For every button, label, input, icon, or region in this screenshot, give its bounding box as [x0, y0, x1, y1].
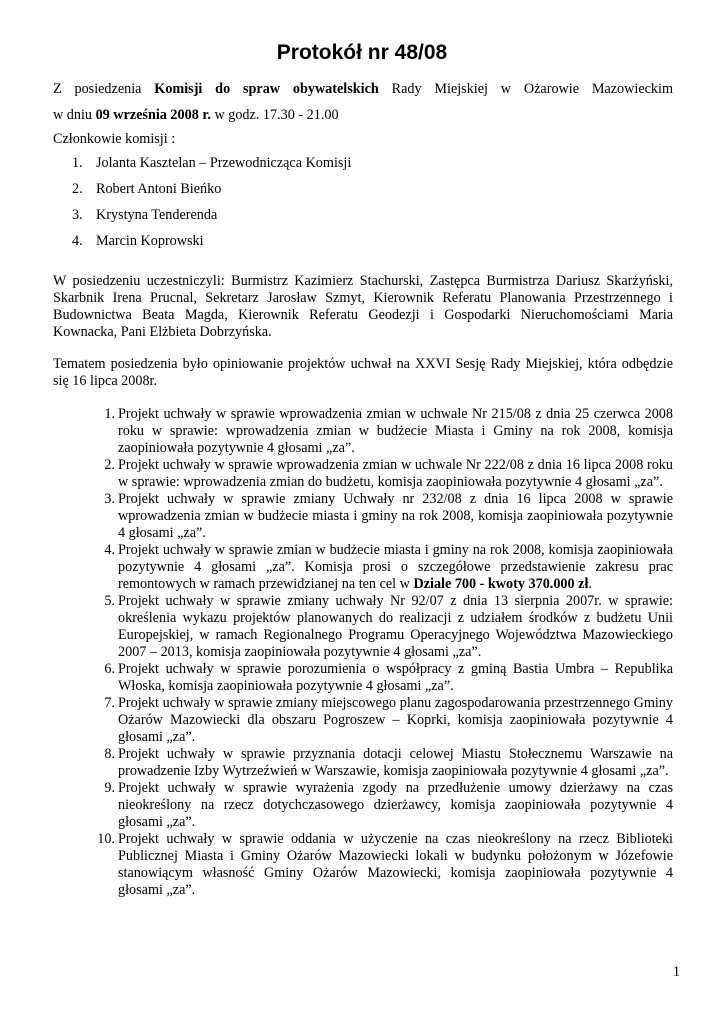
list-item — [91, 746, 673, 780]
list-number: 9. — [104, 780, 115, 796]
item-text-wrapper — [118, 542, 673, 593]
list-item — [91, 542, 673, 593]
topic-paragraph: Tematem posiedzenia było opiniowanie projektów uchwał na XXVI Sesję Rady Miejskiej, która odbędzie się 16 lipca 2008r. — [53, 356, 673, 389]
list-item — [72, 155, 572, 181]
list-number: 4. — [104, 542, 115, 558]
item-text: Projekt uchwały w sprawie przyznania dotacji celowej Miastu Stołecznemu Warszawie na prowadzenie Izby Wytrzeźwień w Warszawie, komisja zaopiniowała pozytywnie 4 głosami „za”. — [118, 746, 673, 779]
item-text: Projekt uchwały w sprawie zmiany miejscowego planu zagospodarowania przestrzennego Gminy Ożarów Mazowiecki dla obszaru Pogroszew – Koprki, komisja zaopiniowała pozytywnie 4 głosami „za”. — [118, 695, 673, 745]
list-number: 1. — [104, 406, 115, 422]
list-item — [72, 181, 572, 207]
item-text: Projekt uchwały w sprawie zmian w budżecie miasta i gminy na rok 2008, komisja zaopiniowała pozytywnie 4 głosami „za”. Komisja prosi o szczegółowe przedstawienie zakresu prac remontowych w ramach przewidzianej na ten cel w — [118, 542, 673, 592]
intro-line-2 — [53, 107, 339, 124]
item-text: Projekt uchwały w sprawie porozumienia o współpracy z gminą Bastia Umbra – Republika Włoska, komisja zaopiniowała pozytywnie 4 głosami „za”. — [118, 661, 673, 694]
list-number: 3. — [72, 207, 83, 223]
list-item — [72, 233, 572, 259]
list-item — [72, 207, 572, 233]
list-number: 4. — [72, 233, 83, 249]
member-name: Marcin Koprowski — [96, 233, 204, 249]
item-text: Projekt uchwały w sprawie zmiany Uchwały nr 232/08 z dnia 16 lipca 2008 w sprawie wprowadzenia zmian w budżecie miasta i gminy na rok 2008, komisja zaopiniowała pozytywnie 4 głosami „za”. — [118, 491, 673, 541]
member-name: Jolanta Kasztelan – Przewodnicząca Komisji — [96, 155, 352, 171]
item-text: Projekt uchwały w sprawie wprowadzenia zmian w uchwale Nr 222/08 z dnia 16 lipca 2008 roku w sprawie: wprowadzenia zmian do budżetu, komisja zaopiniowała pozytywnie 4 głosami „za”. — [118, 457, 673, 490]
member-name: Krystyna Tenderenda — [96, 207, 218, 223]
list-item — [91, 780, 673, 831]
intro-text: Rady Miejskiej w Ożarowie Mazowieckim — [378, 81, 673, 97]
list-item — [91, 457, 673, 491]
committee-name: Komisji do spraw obywatelskich — [154, 81, 379, 97]
item-bold-text: Dziale 700 - kwoty 370.000 zł — [413, 576, 589, 592]
list-item — [91, 593, 673, 661]
list-number: 5. — [104, 593, 115, 609]
members-list — [72, 155, 572, 259]
item-text-end: . — [588, 576, 592, 592]
list-number: 7. — [104, 695, 115, 711]
list-item — [91, 695, 673, 746]
list-item — [91, 406, 673, 457]
page-number: 1 — [672, 964, 680, 980]
member-name: Robert Antoni Bieńko — [96, 181, 222, 197]
resolutions-list — [91, 406, 673, 899]
list-number: 2. — [72, 181, 83, 197]
item-text: Projekt uchwały w sprawie wprowadzenia zmian w uchwale Nr 215/08 z dnia 25 czerwca 2008 roku w sprawie: wprowadzenia zmian w budżecie Miasta i Gminy na rok 2008, komisja zaopiniowała pozytywnie 4 głosami „za”. — [118, 406, 673, 456]
item-text: Projekt uchwały w sprawie zmiany uchwały Nr 92/07 z dnia 13 sierpnia 2007r. w sprawie: określenia wykazu projektów planowanych do realizacji z udziałem środków z budżetu Unii Europejskiej, w ramach Regionalnego Programu Operacyjnego Województwa Mazowieckiego 2007 – 2013, komisja zaopiniowała pozytywnie 4 głosami „za”. — [118, 593, 673, 660]
page-title: Protokół nr 48/08 — [276, 41, 448, 64]
intro-text: Z posiedzenia — [53, 81, 155, 97]
participants-paragraph: W posiedzeniu uczestniczyli: Burmistrz Kazimierz Stachurski, Zastępca Burmistrza Dariusz Skarżyński, Skarbnik Irena Prucnal, Sekretarz Jarosław Szmyt, Kierownik Referatu Planowania Przestrzennego i Budownictwa Beata Magda, Kierownik Referatu Geodezji i Gospodarki Nieruchomościami Maria Kownacka, Pani Elżbieta Dobrzyńska. — [53, 273, 673, 340]
item-text: Projekt uchwały w sprawie wyrażenia zgody na przedłużenie umowy dzierżawy na czas nieokreślony na rzecz dotychczasowego dzierżawcy, komisja zaopiniowała pozytywnie 4 głosami „za”. — [118, 780, 673, 830]
list-number: 1. — [72, 155, 83, 171]
meeting-hours: w godz. 17.30 - 21.00 — [210, 107, 339, 123]
list-number: 6. — [104, 661, 115, 677]
members-label: Członkowie komisji : — [53, 131, 176, 147]
intro-line-1 — [53, 81, 673, 98]
item-text: Projekt uchwały w sprawie oddania w użyczenie na czas nieokreślony na rzecz Biblioteki Publicznej Miasta i Gminy Ożarów Mazowiecki lokali w budynku położonym w Józefowie stanowiącym własność Gminy Ożarów Mazowiecki, komisja zaopiniowała pozytywnie 4 głosami „za”. — [118, 831, 673, 898]
list-number: 2. — [104, 457, 115, 473]
intro-text: w dniu — [53, 107, 96, 123]
list-item — [91, 491, 673, 542]
list-number: 3. — [104, 491, 115, 507]
list-item — [91, 831, 673, 899]
list-item — [91, 661, 673, 695]
meeting-date: 09 września 2008 r. — [95, 107, 211, 123]
list-number: 10. — [97, 831, 115, 847]
list-number: 8. — [104, 746, 115, 762]
